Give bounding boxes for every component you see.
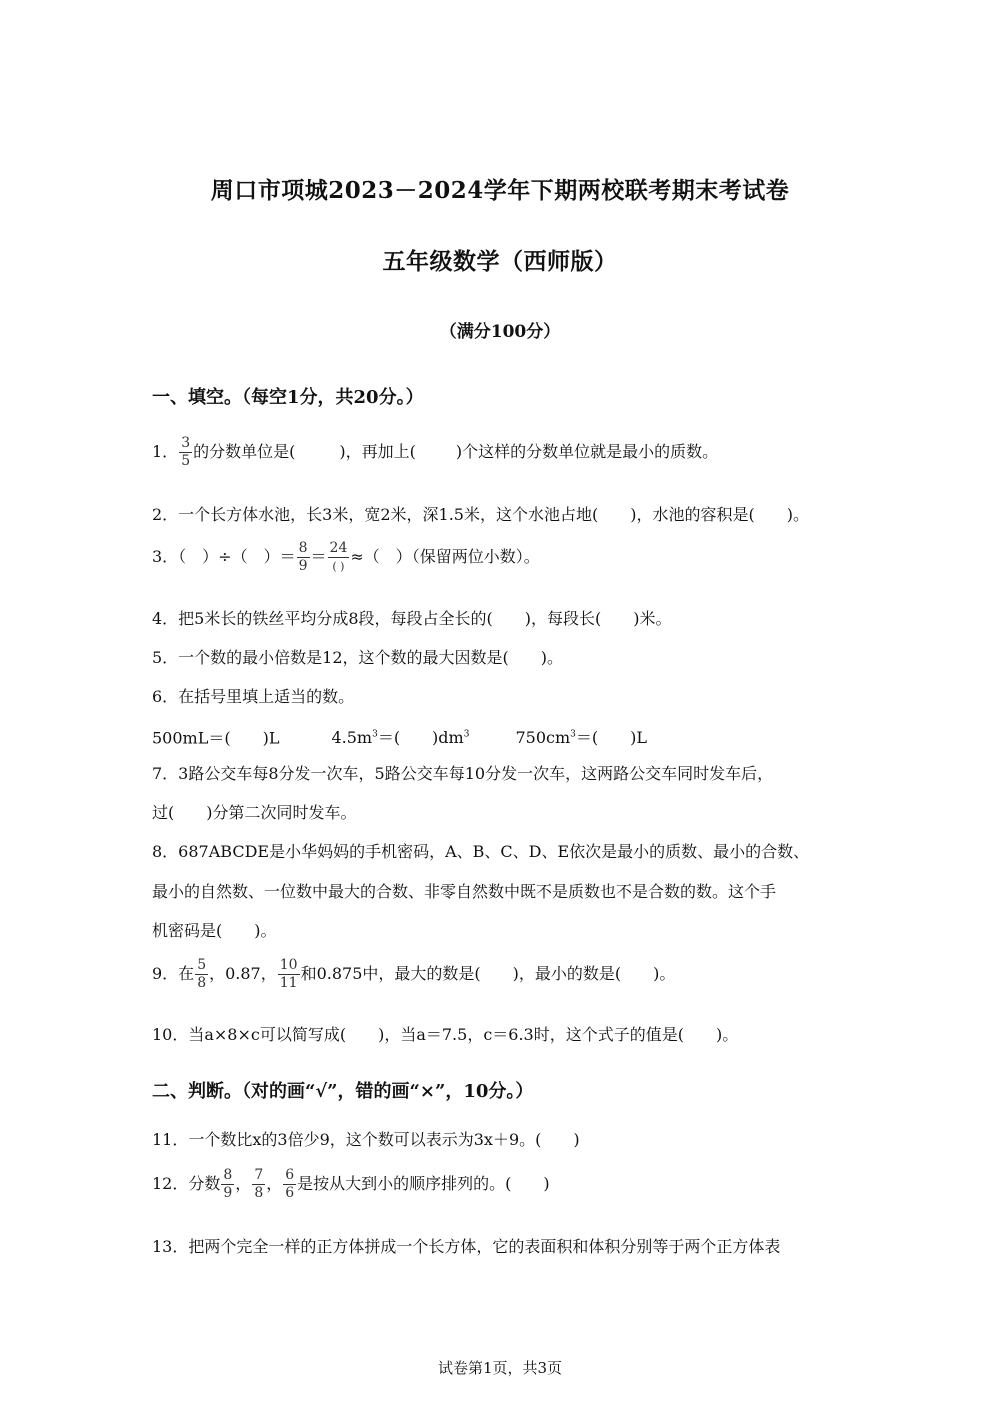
unit-conversion-ml: 500mL＝( )L bbox=[152, 728, 280, 748]
fraction-numerator: 10 bbox=[279, 957, 298, 973]
unit-conversion-m3 bbox=[331, 728, 469, 747]
fraction-denominator: 5 bbox=[181, 453, 191, 469]
question-5: 5．一个数的最小倍数是12，这个数的最大因数是( )。 bbox=[152, 648, 564, 667]
value-text: ＝( )L bbox=[575, 728, 647, 748]
question-7-line-2: 过( )分第二次同时发车。 bbox=[152, 803, 357, 822]
fraction-denominator: 8 bbox=[197, 975, 207, 991]
value-text: 4.5m bbox=[331, 728, 373, 748]
section-heading-fill-blank: 一、填空。（每空1分，共20分。） bbox=[152, 387, 424, 408]
exam-title: 周口市项城2023－2024学年下期两校联考期末考试卷 bbox=[210, 177, 790, 204]
question-text: ＝ bbox=[310, 547, 327, 566]
fraction bbox=[278, 957, 300, 992]
fraction-denominator: 8 bbox=[254, 1185, 264, 1201]
question-13: 13．把两个完全一样的正方体拼成一个长方体，它的表面积和体积分别等于两个正方体表 bbox=[152, 1237, 781, 1256]
question-2: 2．一个长方体水池，长3米，宽2米，深1.5米，这个水池占地( )，水池的容积是( )。 bbox=[152, 505, 809, 524]
question-text: 3．（ ）÷（ ）＝ bbox=[152, 547, 296, 566]
question-text: 12．分数 bbox=[152, 1174, 221, 1193]
question-8-line-3: 机密码是( )。 bbox=[152, 921, 277, 940]
question-text: )个这样的分数单位就是最小的质数。 bbox=[455, 442, 719, 461]
separator: ， bbox=[266, 1174, 283, 1193]
question-4: 4．把5米长的铁丝平均分成8段，每段占全长的( )，每段长( )米。 bbox=[152, 609, 672, 628]
exponent: 3 bbox=[463, 730, 470, 740]
question-7-line-1: 7．3路公交车每8分发一次车，5路公交车每10分发一次车，这两路公交车同时发车后， bbox=[152, 764, 774, 783]
page-footer: 试卷第1页，共3页 bbox=[437, 1359, 563, 1377]
fraction bbox=[297, 540, 310, 575]
fraction-numerator: 8 bbox=[298, 540, 308, 556]
question-text: 和0.875中，最大的数是( )，最小的数是( )。 bbox=[300, 964, 676, 983]
question-3 bbox=[152, 540, 540, 575]
question-1 bbox=[152, 435, 718, 470]
fraction bbox=[328, 540, 350, 575]
fraction bbox=[252, 1167, 265, 1202]
exponent: 3 bbox=[570, 730, 576, 740]
value-text: ＝( )dm bbox=[377, 728, 464, 748]
full-score: （满分100分） bbox=[439, 322, 561, 342]
exponent: 3 bbox=[372, 730, 378, 740]
question-text: 9．在 bbox=[152, 964, 195, 983]
fraction-numerator: 6 bbox=[285, 1167, 295, 1183]
value-text: 750cm bbox=[515, 728, 571, 748]
question-12 bbox=[152, 1167, 550, 1202]
fraction-denominator: 9 bbox=[298, 558, 308, 574]
fraction-numerator: 7 bbox=[254, 1167, 264, 1183]
fraction-numerator: 3 bbox=[181, 435, 191, 451]
question-9 bbox=[152, 957, 675, 992]
question-text: ，0.87， bbox=[209, 964, 277, 983]
question-text: 的分数单位是( bbox=[193, 442, 296, 461]
unit-conversion-cm3 bbox=[515, 728, 647, 747]
exam-subtitle: 五年级数学（西师版） bbox=[382, 248, 618, 275]
question-text: 是按从大到小的顺序排列的。( ) bbox=[297, 1174, 550, 1193]
fraction-numerator: 24 bbox=[329, 540, 348, 556]
fraction-numerator: 5 bbox=[197, 957, 207, 973]
fraction bbox=[179, 435, 192, 470]
fraction-denominator: 9 bbox=[223, 1185, 233, 1201]
separator: ， bbox=[235, 1174, 252, 1193]
question-8-line-1: 8．687ABCDE是小华妈妈的手机密码，A、B、C、D、E依次是最小的质数、最小的合数、 bbox=[152, 842, 810, 861]
fraction-denominator: ( ) bbox=[328, 557, 350, 575]
fraction bbox=[221, 1167, 234, 1202]
fraction bbox=[283, 1167, 296, 1202]
fraction-denominator: 11 bbox=[279, 975, 298, 991]
question-11: 11．一个数比x的3倍少9，这个数可以表示为3x＋9。( ) bbox=[152, 1130, 580, 1149]
fraction-numerator: 8 bbox=[223, 1167, 233, 1183]
question-6-items bbox=[152, 725, 647, 748]
question-8-line-2: 最小的自然数、一位数中最大的合数、非零自然数中既不是质数也不是合数的数。这个手 bbox=[152, 882, 777, 901]
question-6: 6．在括号里填上适当的数。 bbox=[152, 687, 355, 706]
question-text: )，再加上( bbox=[339, 442, 416, 461]
section-heading-true-false: 二、判断。（对的画“√”，错的画“×”，10分。） bbox=[152, 1081, 534, 1102]
question-number: 1． bbox=[152, 442, 179, 461]
question-text: ≈（ ）（保留两位小数）。 bbox=[350, 547, 540, 566]
question-10: 10．当a×8×c可以简写成( )，当a＝7.5，c＝6.3时，这个式子的值是( )。 bbox=[152, 1025, 739, 1044]
fraction bbox=[195, 957, 208, 992]
fraction-denominator: 6 bbox=[285, 1185, 295, 1201]
